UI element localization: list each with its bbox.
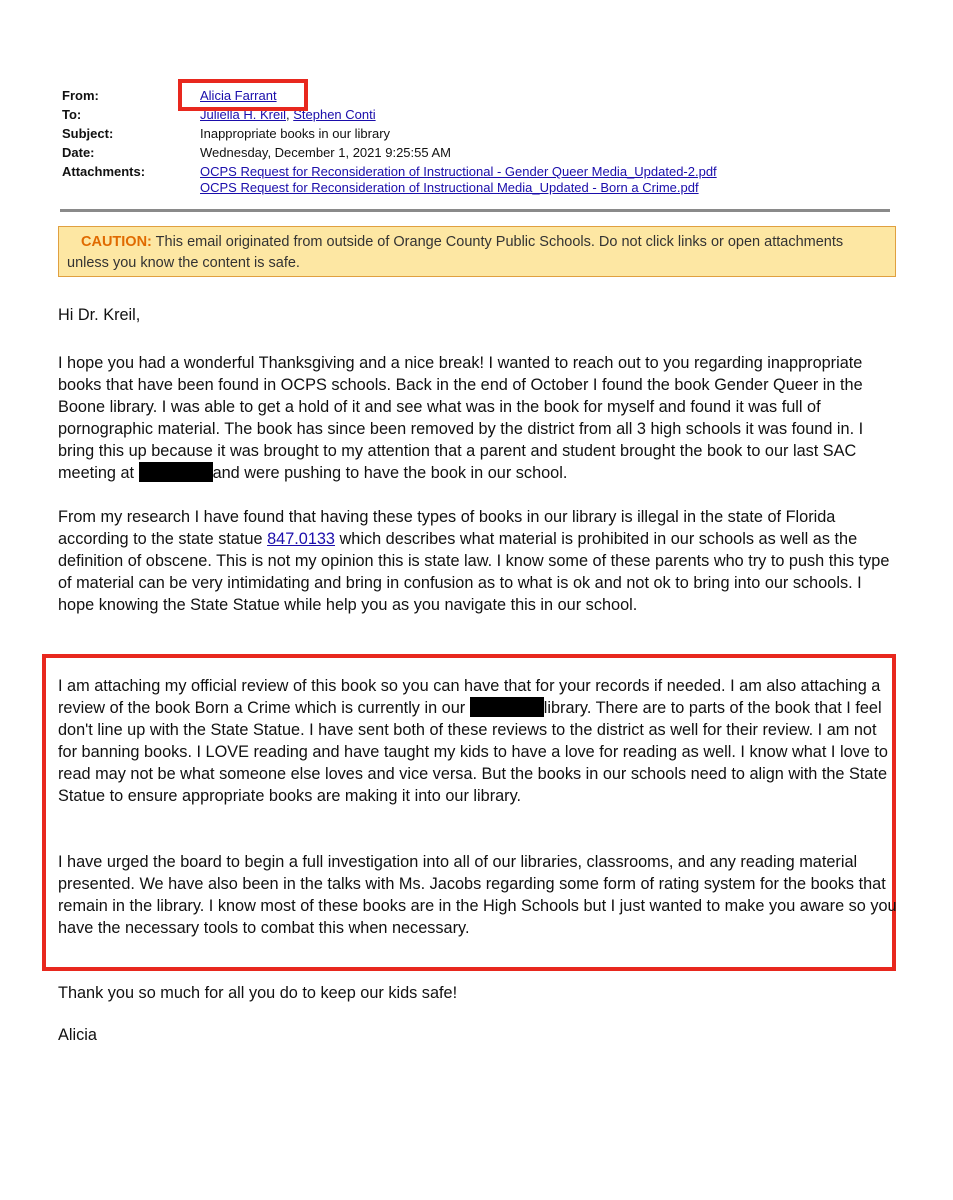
date-row: [62, 143, 902, 162]
to-label: To:: [62, 107, 82, 122]
email-body: [58, 304, 898, 616]
subject-label: Subject:: [62, 126, 114, 141]
header-divider: [60, 209, 890, 212]
caution-text: This email originated from outside of Orange County Public Schools. Do not click links or open attachments unless you know the content is safe.: [67, 234, 844, 271]
paragraph-3-text-a: I am attaching my official review of this book so you can have that for your records if needed. I am also attaching a review of the book Born a Crime which is currently in our: [58, 677, 881, 717]
signature: Alicia: [58, 1026, 97, 1044]
date-label: Date:: [62, 145, 95, 160]
caution-title: CAUTION:: [81, 234, 152, 250]
to-separator: ,: [285, 107, 294, 122]
subject-row: [62, 124, 902, 143]
statute-link[interactable]: 847.0133: [267, 530, 335, 548]
greeting: Hi Dr. Kreil,: [58, 306, 141, 324]
attachment-link-1[interactable]: OCPS Request for Reconsideration of Instructional - Gender Queer Media_Updated-2.pdf: [200, 164, 717, 179]
attachment-link-2[interactable]: OCPS Request for Reconsideration of Instructional Media_Updated - Born a Crime.pdf: [200, 180, 699, 195]
paragraph-1-text-b: and were pushing to have the book in our school.: [212, 464, 568, 482]
paragraph-1-text-a: I hope you had a wonderful Thanksgiving and a nice break! I wanted to reach out to you regarding inappropriate books that have been found in OCPS schools. Back in the end of October I found the book Gender Queer in the Boone library. I was able to get a hold of it and see what was in the book for myself and found it was full of pornographic material. The book has since been removed by the district from all 3 high schools it was found in. I bring this up because it was brought to my attention that a parent and student brought the book to our last SAC meeting at: [58, 354, 864, 482]
subject-value: Inappropriate books in our library: [200, 126, 391, 141]
paragraph-2-text-b: which describes what material is prohibited in our schools as well as the definition of obscene. This is not my opinion this is state law. I know some of these parents who try to push this type of material can be very intimidating and bring in confusion as to what is ok and not ok to bring into our schools. I hope knowing the State Statue while help you as you navigate this in our school.: [58, 530, 890, 614]
email-closing: [58, 982, 898, 1046]
paragraph-2: [58, 506, 898, 616]
caution-banner: [58, 226, 896, 277]
thanks-line: Thank you so much for all you do to keep our kids safe!: [58, 984, 458, 1002]
redaction-bar: [470, 697, 544, 717]
redaction-bar: [139, 462, 213, 482]
attachments-row: [62, 162, 902, 196]
from-label: From:: [62, 88, 99, 103]
from-highlight-box: [178, 79, 308, 111]
to-link-2[interactable]: Stephen Conti: [293, 107, 376, 122]
paragraph-3: [58, 675, 898, 807]
paragraph-3-text-b: library. There are to parts of the book that I feel don't line up with the State Statue. I have sent both of these reviews to the district as well for their review. I am not for banning books. I LOVE reading and have taught my kids to have a love for reading as well. I know what I love to read may not be what someone else loves and vice versa. But the books in our schools need to align with the State Statue to ensure appropriate books are making it into our library.: [58, 699, 888, 805]
paragraph-1: [58, 352, 898, 484]
from-link[interactable]: Alicia Farrant: [200, 88, 277, 103]
paragraph-2-text-a: From my research I have found that having these types of books in our library is illegal in the state of Florida according to the state statue: [58, 508, 836, 548]
paragraph-4: I have urged the board to begin a full investigation into all of our libraries, classrooms, and any reading material presented. We have also been in the talks with Ms. Jacobs regarding some form of rating system for the books that remain in the library. I know most of these books are in the High Schools but I just wanted to make you aware so you have the necessary tools to combat this when necessary.: [58, 853, 897, 937]
to-link-1[interactable]: Juliella H. Kreil: [200, 107, 286, 122]
attachments-label: Attachments:: [62, 164, 146, 179]
highlighted-paragraphs: [58, 675, 898, 939]
date-value: Wednesday, December 1, 2021 9:25:55 AM: [200, 145, 452, 160]
